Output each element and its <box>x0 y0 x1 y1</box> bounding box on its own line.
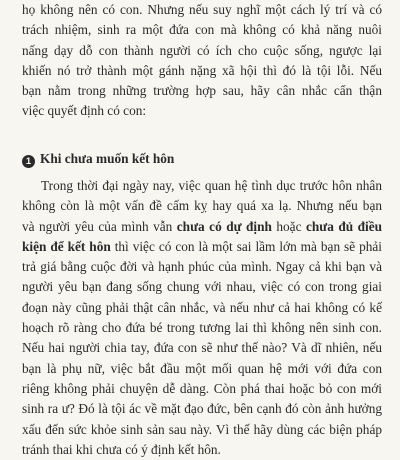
body-line: đoạn này cũng phải thật cân nhắc, và nếu như cả hai không có kế <box>22 299 382 315</box>
emphasis-text: chưa có dự định <box>176 218 272 234</box>
body-line: riêng không phải chuyện dễ dàng. Còn phá thai hoặc bỏ con mới <box>22 380 382 396</box>
body-line: người yêu bạn đang sống chung với nhau, việc có con trong giai <box>22 279 382 295</box>
body-text: và người yêu của mình vẫn <box>22 218 177 234</box>
body-line: Trong thời đại ngày nay, việc quan hệ tình dục trước hôn nhân <box>41 178 382 193</box>
body-line <box>22 237 382 257</box>
section-heading <box>22 149 382 169</box>
body-text: hoặc <box>271 218 306 234</box>
intro-line: họ không nên có con. Nhưng nếu suy nghĩ một cách lý trí và có <box>22 2 382 17</box>
section-body-paragraph <box>22 176 382 460</box>
intro-line: khiến nó trở thành một gánh nặng xã hội thì đó là tội lỗi. Nếu <box>22 62 382 78</box>
body-line: bạn là phụ nữ, việc bắt đầu một mối quan hệ mới với đứa con <box>22 360 382 376</box>
intro-line: việc quyết định có con: <box>22 103 147 119</box>
body-line: xấu đến sức khỏe sinh sản sau này. Vì thế hãy dùng các biện pháp <box>22 421 382 437</box>
intro-line: bạn nằm trong những trường hợp sau, hãy cân nhắc cẩn thận <box>22 83 382 99</box>
section-heading-text: Khi chưa muốn kết hôn <box>40 151 175 166</box>
emphasis-text: kiện để kết hôn <box>22 238 111 254</box>
body-line: trả giá bằng cuộc đời và hạnh phúc của mình. Ngay cả khi bạn và <box>22 259 382 275</box>
emphasis-text: chưa đủ điều <box>305 218 383 234</box>
section-number-badge: 1 <box>22 155 35 168</box>
body-line: Nếu hai người chia tay, đứa con sẽ như thế nào? Và dĩ nhiên, nếu <box>22 340 382 356</box>
intro-line: trách nhiệm, sinh ra một đứa con mà không có khả năng nuôi <box>22 22 382 38</box>
body-text: thì việc có con là một sai lầm lớn mà bạn sẽ phải <box>110 238 382 254</box>
body-line: sinh ra ư? Đó là tội ác về mặt đạo đức, bên cạnh đó còn ảnh hưởng <box>22 401 382 417</box>
intro-paragraph <box>22 0 382 122</box>
intro-line: nấng dạy dỗ con thành người có ích cho cuộc sống, ngược lại <box>22 42 382 58</box>
body-line: tránh thai khi chưa có ý định kết hôn. <box>22 441 221 457</box>
body-line <box>22 217 382 237</box>
body-line: hoạch rõ ràng cho đứa bé trong tương lai thì không nên sinh con. <box>22 320 382 336</box>
body-line: không còn là một vấn đề cấm kỵ hay quá xa lạ. Nhưng nếu bạn <box>22 198 382 214</box>
